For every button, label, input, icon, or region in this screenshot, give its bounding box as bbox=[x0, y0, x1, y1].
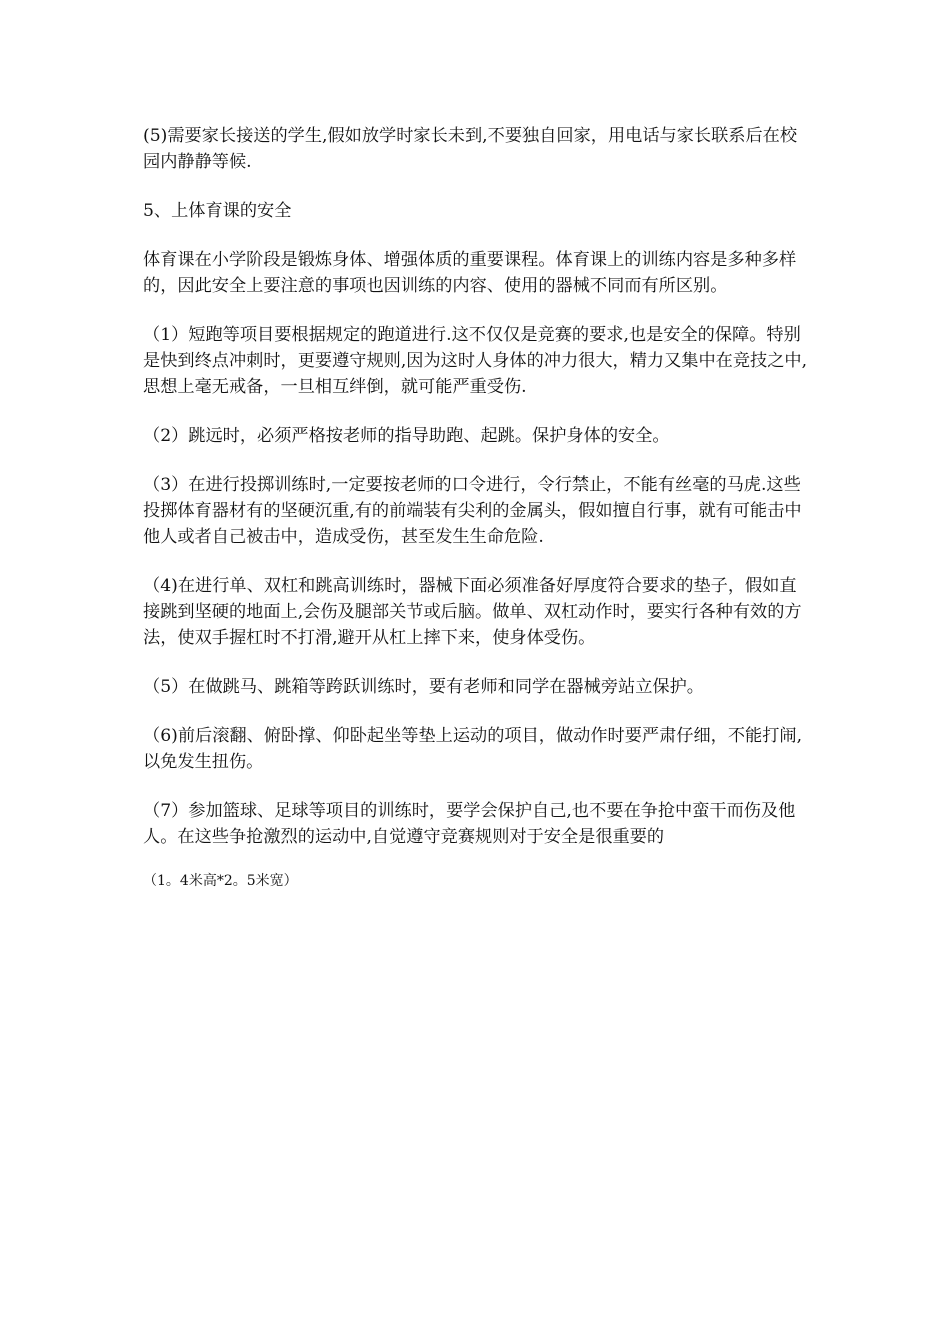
paragraph-pickup-safety: (5)需要家长接送的学生,假如放学时家长未到,不要独自回家，用电话与家长联系后在校园内静静等候. bbox=[143, 126, 798, 172]
paragraph-sprint: （1）短跑等项目要根据规定的跑道进行.这不仅仅是竞赛的要求,也是安全的保障。特别是快到终点冲刺时，更要遵守规则,因为这时人身体的冲力很大，精力又集中在竞技之中,思想上毫无戒备，一旦相互绊倒，就可能严重受伤. bbox=[143, 325, 808, 397]
paragraph-mat-exercises: （6)前后滚翻、俯卧撑、仰卧起坐等垫上运动的项目，做动作时要严肃仔细，不能打闹,以免发生扭伤。 bbox=[143, 726, 803, 772]
paragraph-bars-high-jump: （4)在进行单、双杠和跳高训练时，器械下面必须准备好厚度符合要求的垫子，假如直接跳到坚硬的地面上,会伤及腿部关节或后脑。做单、双杠动作时，要实行各种有效的方法，使双手握杠时不打滑,避开从杠上摔下来，使身体受伤。 bbox=[143, 576, 802, 648]
paragraph-ball-games: （7）参加篮球、足球等项目的训练时，要学会保护自己,也不要在争抢中蛮干而伤及他人。在这些争抢激烈的运动中,自觉遵守竞赛规则对于安全是很重要的 bbox=[143, 801, 796, 847]
paragraph-vaulting: （5）在做跳马、跳箱等跨跃训练时，要有老师和同学在器械旁站立保护。 bbox=[143, 677, 704, 697]
size-caption: （1。4米高*2。5米宽） bbox=[143, 873, 298, 889]
document-page bbox=[143, 123, 808, 892]
paragraph-pe-intro: 体育课在小学阶段是锻炼身体、增强体质的重要课程。体育课上的训练内容是多种多样的，因此安全上要注意的事项也因训练的内容、使用的器械不同而有所区别。 bbox=[143, 250, 797, 296]
paragraph-throwing: （3）在进行投掷训练时,一定要按老师的口令进行，令行禁止，不能有丝毫的马虎.这些投掷体育器材有的坚硬沉重,有的前端装有尖利的金属头，假如擅自行事，就有可能击中他人或者自己被击中，造成受伤，甚至发生生命危险. bbox=[143, 475, 802, 547]
paragraph-long-jump: （2）跳远时，必须严格按老师的指导助跑、起跳。保护身体的安全。 bbox=[143, 426, 670, 446]
section-heading-pe-safety: 5、上体育课的安全 bbox=[143, 201, 292, 221]
